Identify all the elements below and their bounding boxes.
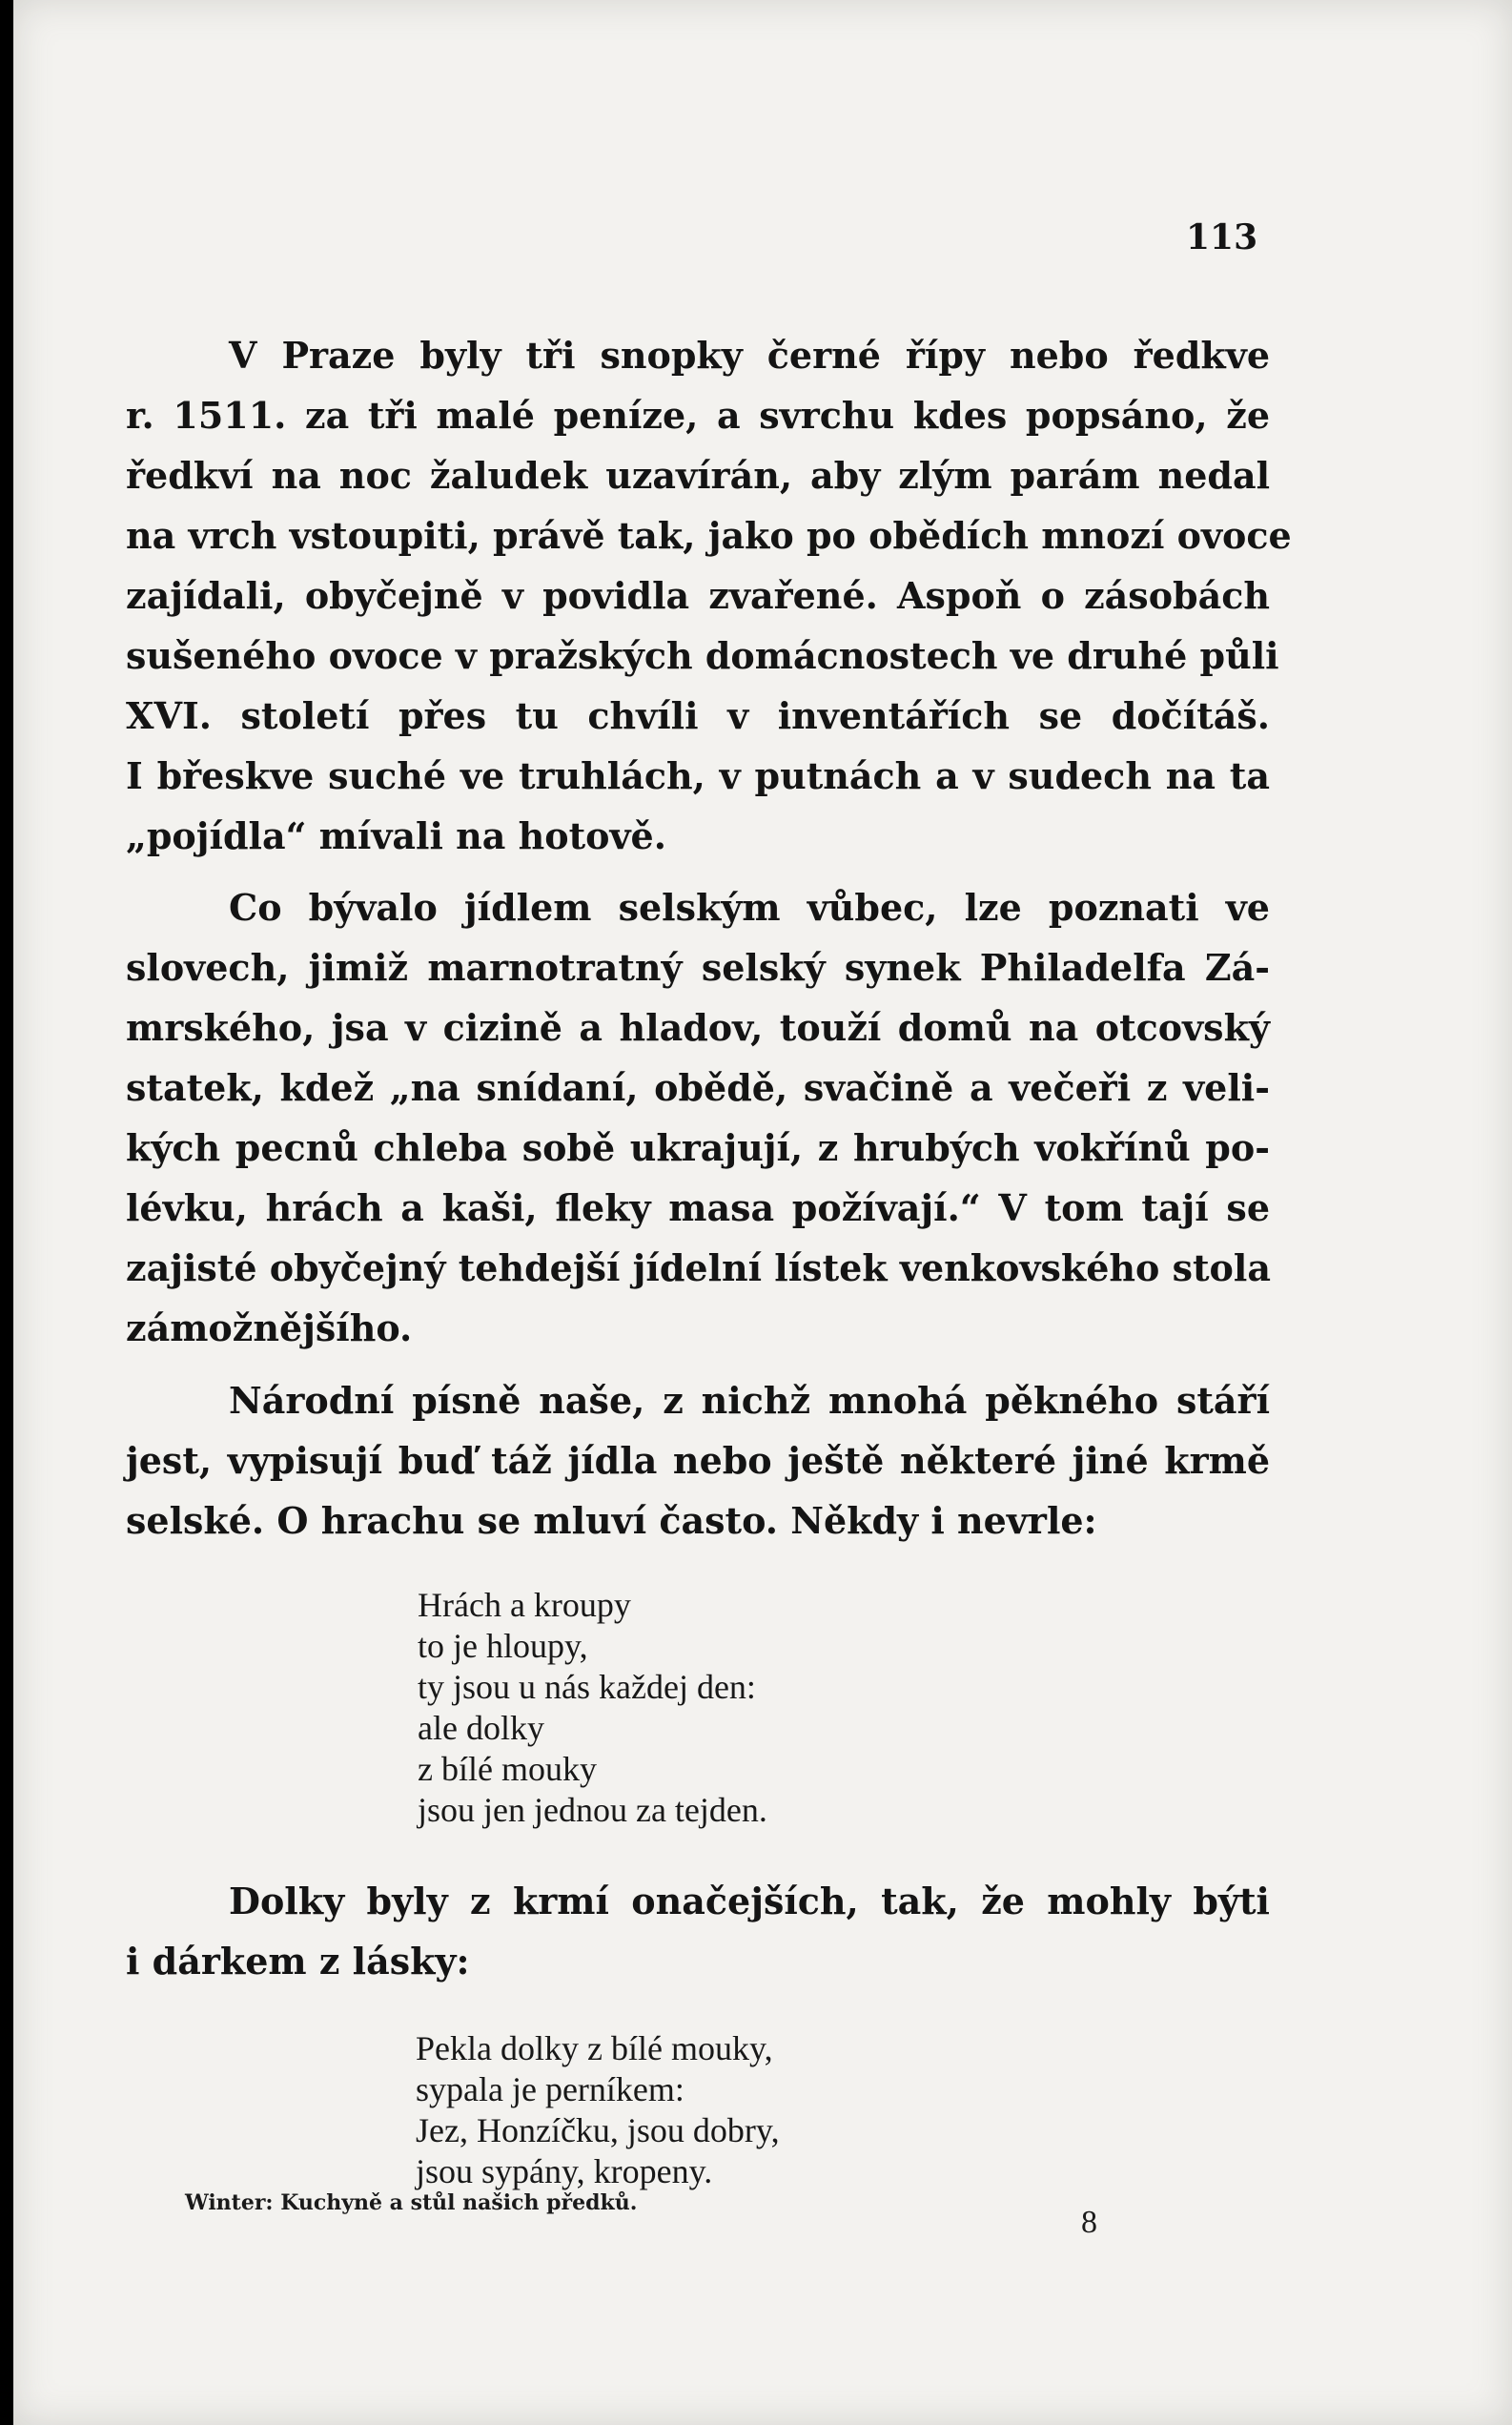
paragraph-line: „pojídla“ mívali na hotově. [126,814,666,857]
paragraph-line: zámožnějšího. [126,1306,413,1349]
poem-line: ty jsou u nás každej den: [418,1668,756,1706]
paragraph-line: selské. O hrachu se mluví často. Někdy i nevrle: [126,1499,1097,1542]
poem-line: z bílé mouky [418,1750,597,1788]
paragraph-line: I břeskve suché ve truhlách, v putnách a v sudech na ta [126,754,1270,797]
poem-line: sypala je perníkem: [416,2070,684,2108]
paragraph-line: jest, vypisují buď táž jídla nebo ještě některé jiné krmě [126,1439,1270,1482]
paragraph-line: Národní písně naše, z nichž mnohá pěkného stáří [229,1379,1270,1422]
paragraph-line: sušeného ovoce v pražských domácnostech ve druhé půli [126,634,1279,677]
paragraph-line: zajisté obyčejný tehdejší jídelní lístek venkovského stola [126,1246,1271,1289]
page-number: 113 [1186,217,1258,257]
paragraph-line: V Praze byly tři snopky černé řípy nebo ředkve [229,334,1270,377]
paragraph-line: na vrch vstoupiti, právě tak, jako po obědích mnozí ovoce [126,514,1292,557]
poem-line: jsou jen jednou za tejden. [418,1791,767,1829]
poem-line: Jez, Honzíčku, jsou dobry, [416,2111,780,2149]
poem-line: Hrách a kroupy [418,1586,631,1624]
poem-line: Pekla dolky z bílé mouky, [416,2029,773,2067]
paragraph-line: Dolky byly z krmí onačejších, tak, že mohly býti [229,1880,1270,1922]
paragraph-line: mrského, jsa v cizině a hladov, touží domů na otcovský [126,1006,1270,1049]
paragraph-line: XVI. století přes tu chvíli v inventářích se dočítáš. [126,694,1270,737]
paragraph-line: zajídali, obyčejně v povidla zvařené. Aspoň o zásobách [126,574,1270,617]
paragraph-line: ředkví na noc žaludek uzavírán, aby zlým parám nedal [126,454,1270,497]
paragraph-line: Co bývalo jídlem selským vůbec, lze poznati ve [229,886,1270,929]
poem-line: jsou sypány, kropeny. [416,2152,713,2190]
paragraph-line: r. 1511. za tři malé peníze, a svrchu kdes popsáno, že [126,394,1270,437]
signature-mark: 8 [1081,2205,1097,2240]
footer-note: Winter: Kuchyně a stůl našich předků. [185,2190,638,2215]
poem-line: ale dolky [418,1709,544,1747]
paragraph-line: slovech, jimiž marnotratný selský synek Philadelfa Zá- [126,946,1270,989]
book-page [13,0,1512,2425]
paragraph-line: kých pecnů chleba sobě ukrajují, z hrubých vokřínů po- [126,1126,1270,1169]
paragraph-line: lévku, hrách a kaši, fleky masa požívají.“ V tom tají se [126,1186,1270,1229]
paragraph-line: i dárkem z lásky: [126,1940,470,1983]
paragraph-line: statek, kdež „na snídaní, obědě, svačině a večeři z veli- [126,1066,1270,1109]
poem-line: to je hloupy, [418,1627,588,1665]
